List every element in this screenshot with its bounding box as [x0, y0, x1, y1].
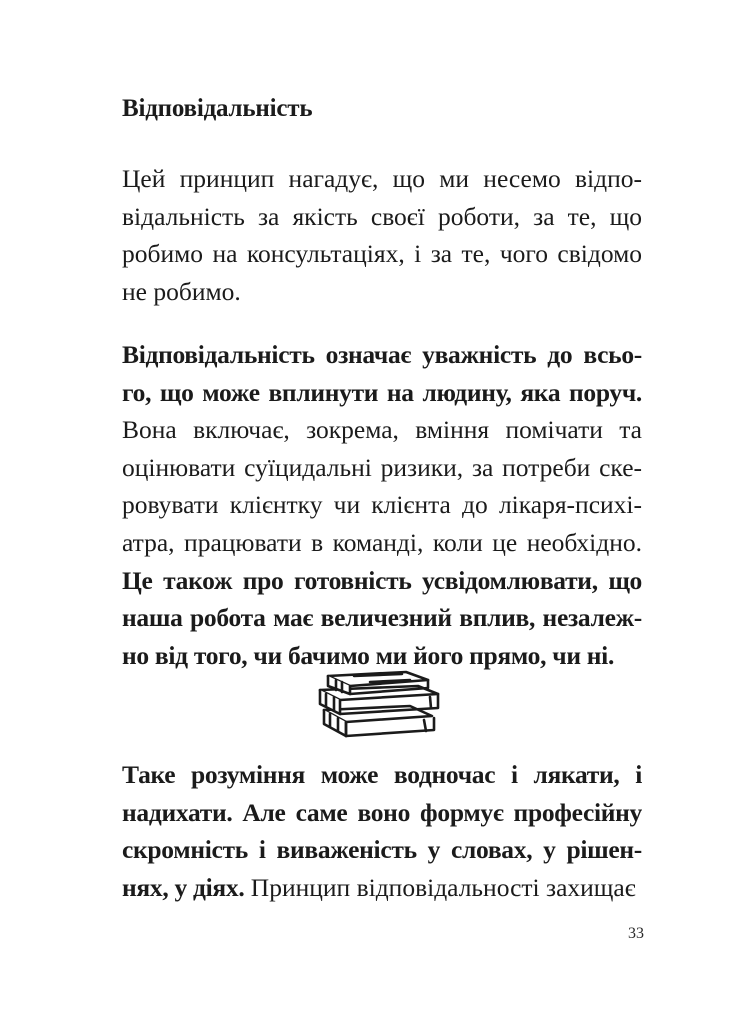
bold-text: наша робота має величезний вплив, незалеж-: [122, 603, 642, 633]
bold-text: нях, у діях.: [122, 872, 245, 902]
page-number: 33: [628, 925, 644, 942]
body-text: атра, працювати в команді, коли це необхідно.: [122, 527, 642, 557]
paragraph-line: [122, 599, 642, 637]
bold-text: надихати. Але саме воно формує професійну: [122, 797, 642, 827]
paragraph-line: [122, 449, 642, 487]
paragraph-responsibility-meaning: [122, 336, 642, 674]
paragraph-intro: [122, 160, 642, 310]
paragraph-line: [122, 336, 642, 374]
paragraph-line: [122, 486, 642, 524]
bold-text: но від того, чи бачимо ми його прямо, чи ні.: [122, 640, 615, 670]
paragraph-line: [122, 831, 642, 869]
body-text: Вона включає, зокрема, вміння помічати та: [122, 415, 642, 445]
paragraph-line: [122, 756, 642, 794]
paragraph-line: [122, 562, 642, 600]
paragraph-conclusion: [122, 756, 642, 906]
bold-text: Це також про готовність усвідомлювати, що: [122, 565, 642, 595]
paragraph-line: [122, 869, 642, 907]
paragraph-line: відальність за якість своєї роботи, за те, що: [122, 201, 642, 231]
bold-text: скромність і виваженість у словах, у рішен-: [122, 835, 642, 865]
paragraph-line: [122, 374, 642, 412]
body-text: оцінювати суїцидальні ризики, за потреби ске-: [122, 452, 642, 482]
paragraph-line: Цей принцип нагадує, що ми несемо відпо-: [122, 164, 642, 193]
body-text: ровувати клієнтку чи клієнта до лікаря-психі-: [122, 490, 642, 520]
bold-text: Таке розуміння може водночас і лякати, і: [122, 760, 642, 789]
paragraph-line: [122, 411, 642, 449]
bold-text: Відповідальність означає уважність до всьо-: [122, 340, 642, 369]
paragraph-line: [122, 524, 642, 562]
paragraph-line: робимо на консультаціях, і за те, чого свідомо: [122, 239, 642, 269]
paragraph-line: [122, 794, 642, 832]
paragraph-line: не робимо.: [122, 276, 241, 306]
bold-text: го, що може вплинути на людину, яка поруч.: [122, 377, 642, 407]
section-heading: Відповідальність: [122, 95, 313, 122]
body-text: Принцип відповідальності захищає: [244, 872, 636, 902]
stack-of-books-icon: [310, 662, 446, 742]
